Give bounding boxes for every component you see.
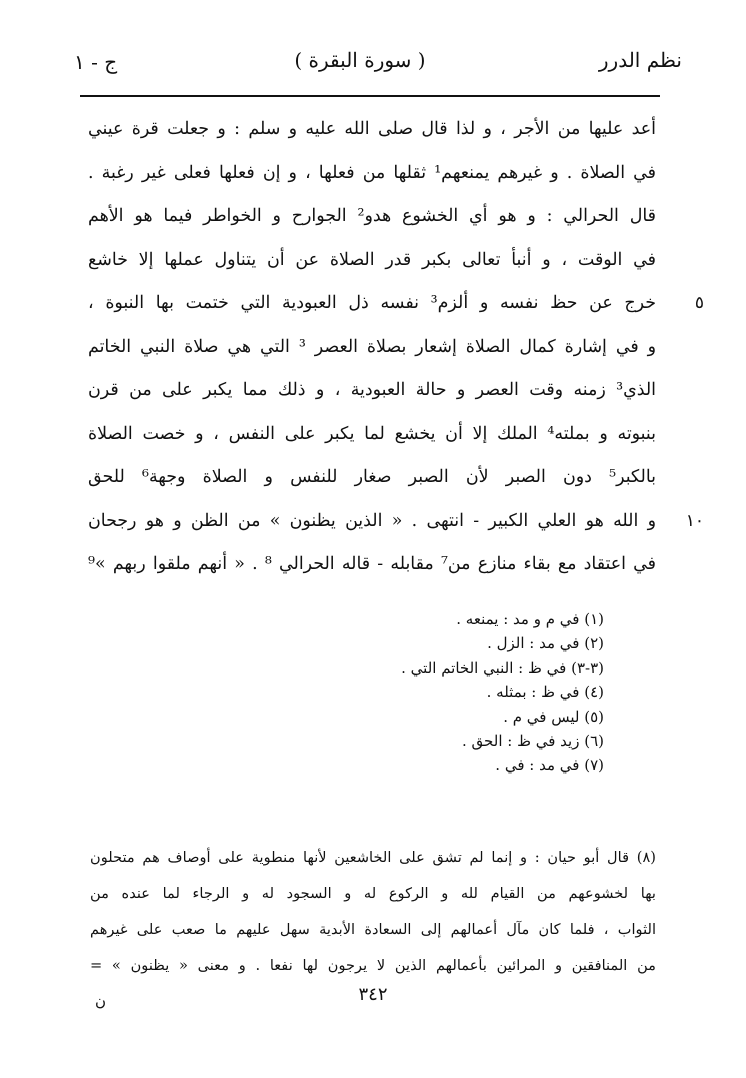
text-line <box>88 108 656 152</box>
header-rule <box>80 95 660 97</box>
page-header <box>60 44 682 84</box>
line-text: قال الحرالي : و هو أي الخشوع هدو² الجوارح و الخواطر فيما هو الأهم <box>88 206 656 226</box>
line-text: بنبوته و بملته⁴ الملك إلا أن يخشع لما يكبر على النفس ، و خصت الصلاة <box>88 423 656 444</box>
footnote: (٢) في مد : الزل . <box>487 634 604 653</box>
text-line <box>88 413 656 457</box>
main-text <box>88 108 704 587</box>
book-title: نظم الدرر <box>598 48 682 72</box>
footnote: (٧) في مد : في . <box>495 756 604 775</box>
page-number: ٣٤٢ <box>358 984 388 1005</box>
text-line <box>88 326 656 370</box>
long-footnote-line: بها لخشوعهم من القيام لله و الركوع له و السجود له و الرجاء لما عنده من <box>90 885 656 902</box>
footnote: (٤) في ظ : بمثله . <box>486 683 604 702</box>
line-text: بالكبر⁵ دون الصبر لأن الصبر صغار للنفس و الصلاة وجهة⁶ للحق <box>88 467 656 487</box>
text-line <box>88 239 656 283</box>
text-line <box>88 152 656 196</box>
text-line <box>88 543 656 587</box>
line-text: أعد عليها من الأجر ، و لذا قال صلى الله عليه و سلم : و جعلت قرة عيني <box>88 119 656 139</box>
text-line <box>88 282 704 326</box>
footnote: (١) في م و مد : يمنعه . <box>456 610 604 628</box>
line-text: و الله هو العلي الكبير - انتهى . « الذين يظنون » من الظن و هو رجحان <box>88 510 656 531</box>
footnote: (٥) ليس في م . <box>503 707 604 726</box>
line-number: ٥ <box>694 293 704 313</box>
line-text: و في إشارة كمال الصلاة إشعار بصلاة العصر ³ التي هي صلاة النبي الخاتم <box>88 336 656 357</box>
long-footnote-line: من المنافقين و المرائين بأعمالهم الذين لا يرجون لها نفعا . و معنى « يظنون » = <box>90 957 656 974</box>
line-text: في اعتقاد مع بقاء منازع من⁷ مقابله - قاله الحرالي ⁸ . « أنهم ملقوا ربهم »⁹ <box>88 554 656 574</box>
surah-title: ( سورة البقرة ) <box>294 48 426 72</box>
text-line <box>88 195 656 239</box>
footnote: (٦) زيد في ظ : الحق . <box>462 731 604 750</box>
text-line <box>88 369 656 413</box>
line-text: في الوقت ، و أنبأ تعالى بكبر قدر الصلاة عن أن يتناول عملها إلا خاشع <box>88 249 656 270</box>
text-line <box>88 456 656 500</box>
signature-mark: ن <box>95 992 107 1010</box>
long-footnote <box>90 840 656 984</box>
line-number: ١٠ <box>685 510 704 531</box>
footnotes <box>304 607 604 778</box>
footnote: (٣-٣) في ظ : النبي الخاتم التي . <box>401 658 604 677</box>
long-footnote-line: (٨) قال أبو حيان : و إنما لم تشق على الخاشعين لأنها منطوية على أوصاف هم متحلون <box>90 849 656 866</box>
volume-label: ج - ١ <box>74 50 118 74</box>
line-text: في الصلاة . و غيرهم يمنعهم¹ ثقلها من فعلها ، و إن فعلها فعلى غير رغبة . <box>88 162 656 183</box>
line-text: الذي³ زمنه وقت العصر و حالة العبودية ، و ذلك مما يكبر على من قرن <box>88 380 656 400</box>
long-footnote-line: الثواب ، فلما كان مآل أعمالهم إلى السعادة الأبدية سهل عليهم ما صعب على غيرهم <box>90 921 656 938</box>
line-text: خرج عن حظ نفسه و ألزم³ نفسه ذل العبودية التي ختمت بها النبوة ، <box>88 293 657 313</box>
text-line <box>88 500 704 544</box>
